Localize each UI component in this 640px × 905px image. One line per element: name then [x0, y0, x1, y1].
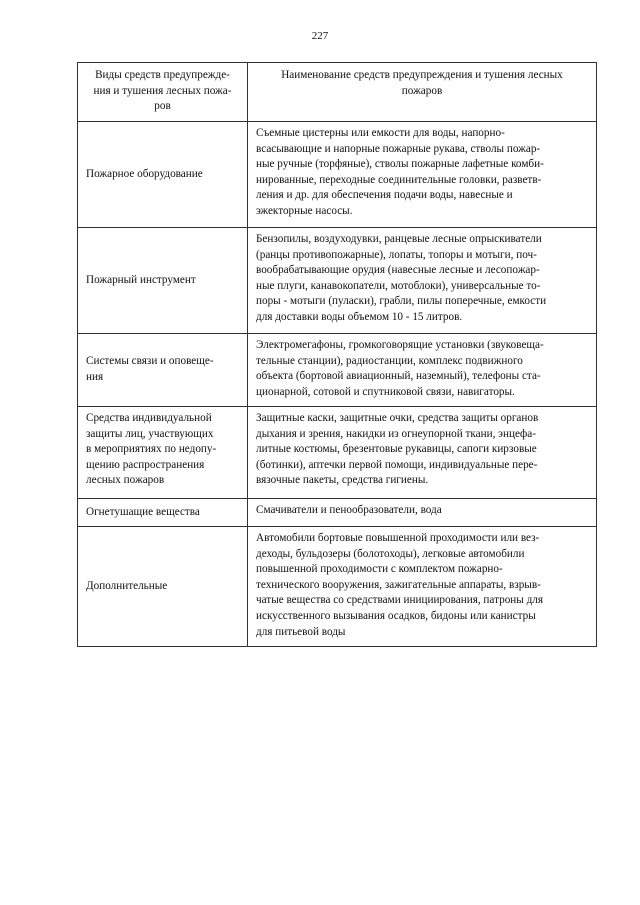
desc-line: для питьевой воды [256, 625, 346, 638]
desc-line: дыхания и зрения, накидки из огнеупорной ткани, энцефа- [256, 427, 536, 440]
desc-line: нированные, переходные соединительные головки, разветв- [256, 173, 542, 186]
fire-equipment-table [77, 62, 597, 647]
header-line: ния и тушения лесных пожа- [93, 84, 232, 97]
desc-line: для доставки воды объемом 10 - 15 литров. [256, 310, 463, 323]
desc-line: Бензопилы, воздуходувки, ранцевые лесные опрыскиватели [256, 233, 542, 245]
row-kind [78, 334, 248, 407]
kind-line: Средства индивидуальной [86, 412, 212, 424]
table-header-row [78, 63, 597, 122]
kind-line: Пожарный инструмент [86, 273, 196, 286]
header-line: Наименование средств предупреждения и тушения лесных [281, 69, 563, 81]
desc-line: ные плуги, канавокопатели, мотоблоки), универсальные то- [256, 279, 541, 292]
row-description [248, 228, 597, 334]
desc-line: Смачиватели и пенообразователи, вода [256, 504, 442, 516]
row-description [248, 122, 597, 228]
desc-line: (ранцы противопожарные), лопаты, топоры и мотыги, поч- [256, 248, 537, 261]
desc-line: ные ручные (торфяные), стволы пожарные лафетные комби- [256, 158, 544, 171]
row-description [248, 334, 597, 407]
kind-line: защиты лиц, участвующих [86, 427, 214, 440]
desc-line: ления и др. для обеспечения подачи воды, навесные и [256, 189, 513, 202]
kind-line: в мероприятиях по недопу- [86, 443, 217, 456]
header-description [248, 63, 597, 122]
desc-line: чатые вещества со средствами инициирования, патроны для [256, 594, 544, 607]
desc-line: Защитные каски, защитные очки, средства защиты органов [256, 412, 539, 424]
row-kind [78, 407, 248, 499]
header-line: ров [154, 100, 171, 113]
kind-line: ния [86, 371, 104, 383]
table-row [78, 122, 597, 228]
desc-line: тельные станции), радиостанции, комплекс подвижного [256, 354, 523, 367]
desc-line: вязочные пакеты, средства гигиены. [256, 474, 429, 487]
row-description [248, 407, 597, 499]
desc-line: искусственного вызывания осадков, бидоны или канистры [256, 609, 536, 622]
row-description [248, 527, 597, 647]
kind-line: Системы связи и оповеще- [86, 355, 214, 368]
kind-line: Дополнительные [86, 579, 168, 592]
header-line: пожаров [401, 84, 443, 97]
desc-line: повышенной проходимости с комплектом пожарно- [256, 563, 503, 576]
kind-line: щению распространения [86, 458, 205, 471]
desc-line: эжекторные насосы. [256, 204, 353, 217]
row-kind [78, 122, 248, 228]
header-kind [78, 63, 248, 122]
desc-line: литные костюмы, брезентовые рукавицы, сапоги кирзовые [256, 443, 537, 456]
table-row [78, 228, 597, 334]
table-row [78, 334, 597, 407]
row-description [248, 499, 597, 527]
row-kind [78, 499, 248, 527]
kind-line: Пожарное оборудование [86, 167, 203, 180]
desc-line: объекта (бортовой авиационный, наземный), телефоны ста- [256, 370, 541, 383]
desc-line: технического вооружения, зажигательные аппараты, взрыв- [256, 578, 541, 591]
desc-line: Электромегафоны, громкоговорящие установки (звуковеща- [256, 339, 544, 351]
desc-line: вообрабатывающие орудия (навесные лесные и лесопожар- [256, 264, 540, 277]
row-kind [78, 228, 248, 334]
desc-line: всасывающие и напорные пожарные рукава, стволы пожар- [256, 142, 541, 155]
header-line: Виды средств предупрежде- [95, 69, 230, 81]
desc-line: Съемные цистерны или емкости для воды, напорно- [256, 127, 505, 139]
kind-line: лесных пожаров [86, 474, 165, 487]
table-row [78, 527, 597, 647]
table-row [78, 407, 597, 499]
desc-line: деходы, бульдозеры (болотоходы), легковые автомобили [256, 547, 525, 560]
table-row [78, 499, 597, 527]
desc-line: Автомобили бортовые повышенной проходимости или вез- [256, 532, 540, 544]
desc-line: поры - мотыги (пуласки), грабли, пилы поперечные, емкости [256, 295, 547, 308]
kind-line: Огнетушащие вещества [86, 505, 200, 518]
row-kind [78, 527, 248, 647]
desc-line: (ботинки), аптечки первой помощи, индивидуальные пере- [256, 458, 538, 471]
page-number: 227 [311, 30, 329, 42]
desc-line: ционарной, сотовой и спутниковой связи, навигаторы. [256, 385, 515, 398]
